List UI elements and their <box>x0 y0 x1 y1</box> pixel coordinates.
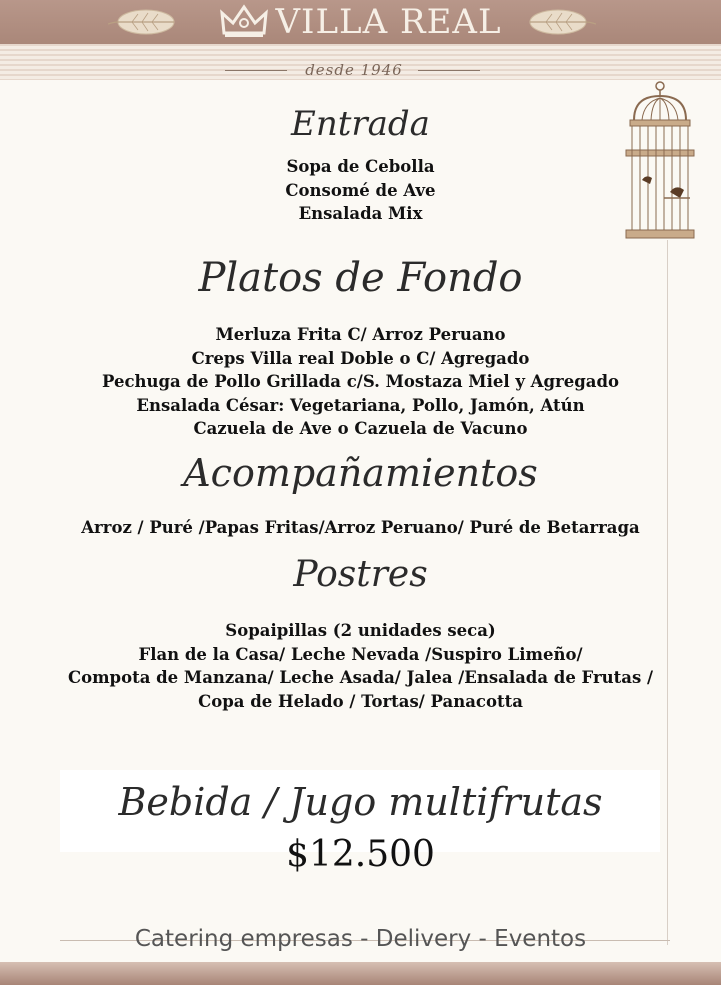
menu-item: Consomé de Ave <box>285 180 436 200</box>
menu-item: Merluza Frita C/ Arroz Peruano <box>215 325 506 344</box>
menu-item: Sopaipillas (2 unidades seca) <box>225 621 496 640</box>
menu-item: Ensalada César: Vegetariana, Pollo, Jamón, Atún <box>136 395 585 415</box>
entrada-items <box>0 155 721 226</box>
bebida-line: Bebida / Jugo multifrutas <box>118 780 603 824</box>
section-title-entrada: Entrada <box>291 104 430 144</box>
crown-icon <box>219 3 269 39</box>
menu-item: Creps Villa real Doble o C/ Agregado <box>191 348 530 368</box>
menu-item: Arroz / Puré /Papas Fritas/Arroz Peruano/ Puré de Betarraga <box>81 518 640 537</box>
footer-text: Catering empresas - Delivery - Eventos <box>134 926 587 952</box>
divider <box>225 70 287 71</box>
footer-band <box>0 962 721 985</box>
divider <box>418 70 480 71</box>
menu-item: Sopa de Cebolla <box>286 157 435 176</box>
since-text: desde 1946 <box>305 61 403 79</box>
brand-title <box>0 2 721 42</box>
menu-item: Ensalada Mix <box>298 204 423 223</box>
price: $12.500 <box>286 834 435 875</box>
leaf-icon <box>526 6 596 38</box>
menu-item: Pechuga de Pollo Grillada c/S. Mostaza Miel y Agregado <box>101 372 619 391</box>
brand-name: VILLA REAL <box>275 2 502 42</box>
acompanamientos-items <box>0 516 721 540</box>
menu-item: Flan de la Casa/ Leche Nevada /Suspiro Limeño/ <box>138 644 583 664</box>
section-title-acompanamientos: Acompañamientos <box>183 451 538 495</box>
section-title-platos-de-fondo: Platos de Fondo <box>198 255 523 301</box>
menu-item: Cazuela de Ave o Cazuela de Vacuno <box>193 419 528 438</box>
postres-items <box>0 619 721 713</box>
menu-item: Compota de Manzana/ Leche Asada/ Jalea /Ensalada de Frutas / <box>67 668 654 687</box>
section-title-postres: Postres <box>293 554 428 595</box>
menu-item: Copa de Helado / Tortas/ Panacotta <box>198 691 523 711</box>
platos-de-fondo-items <box>0 323 721 441</box>
